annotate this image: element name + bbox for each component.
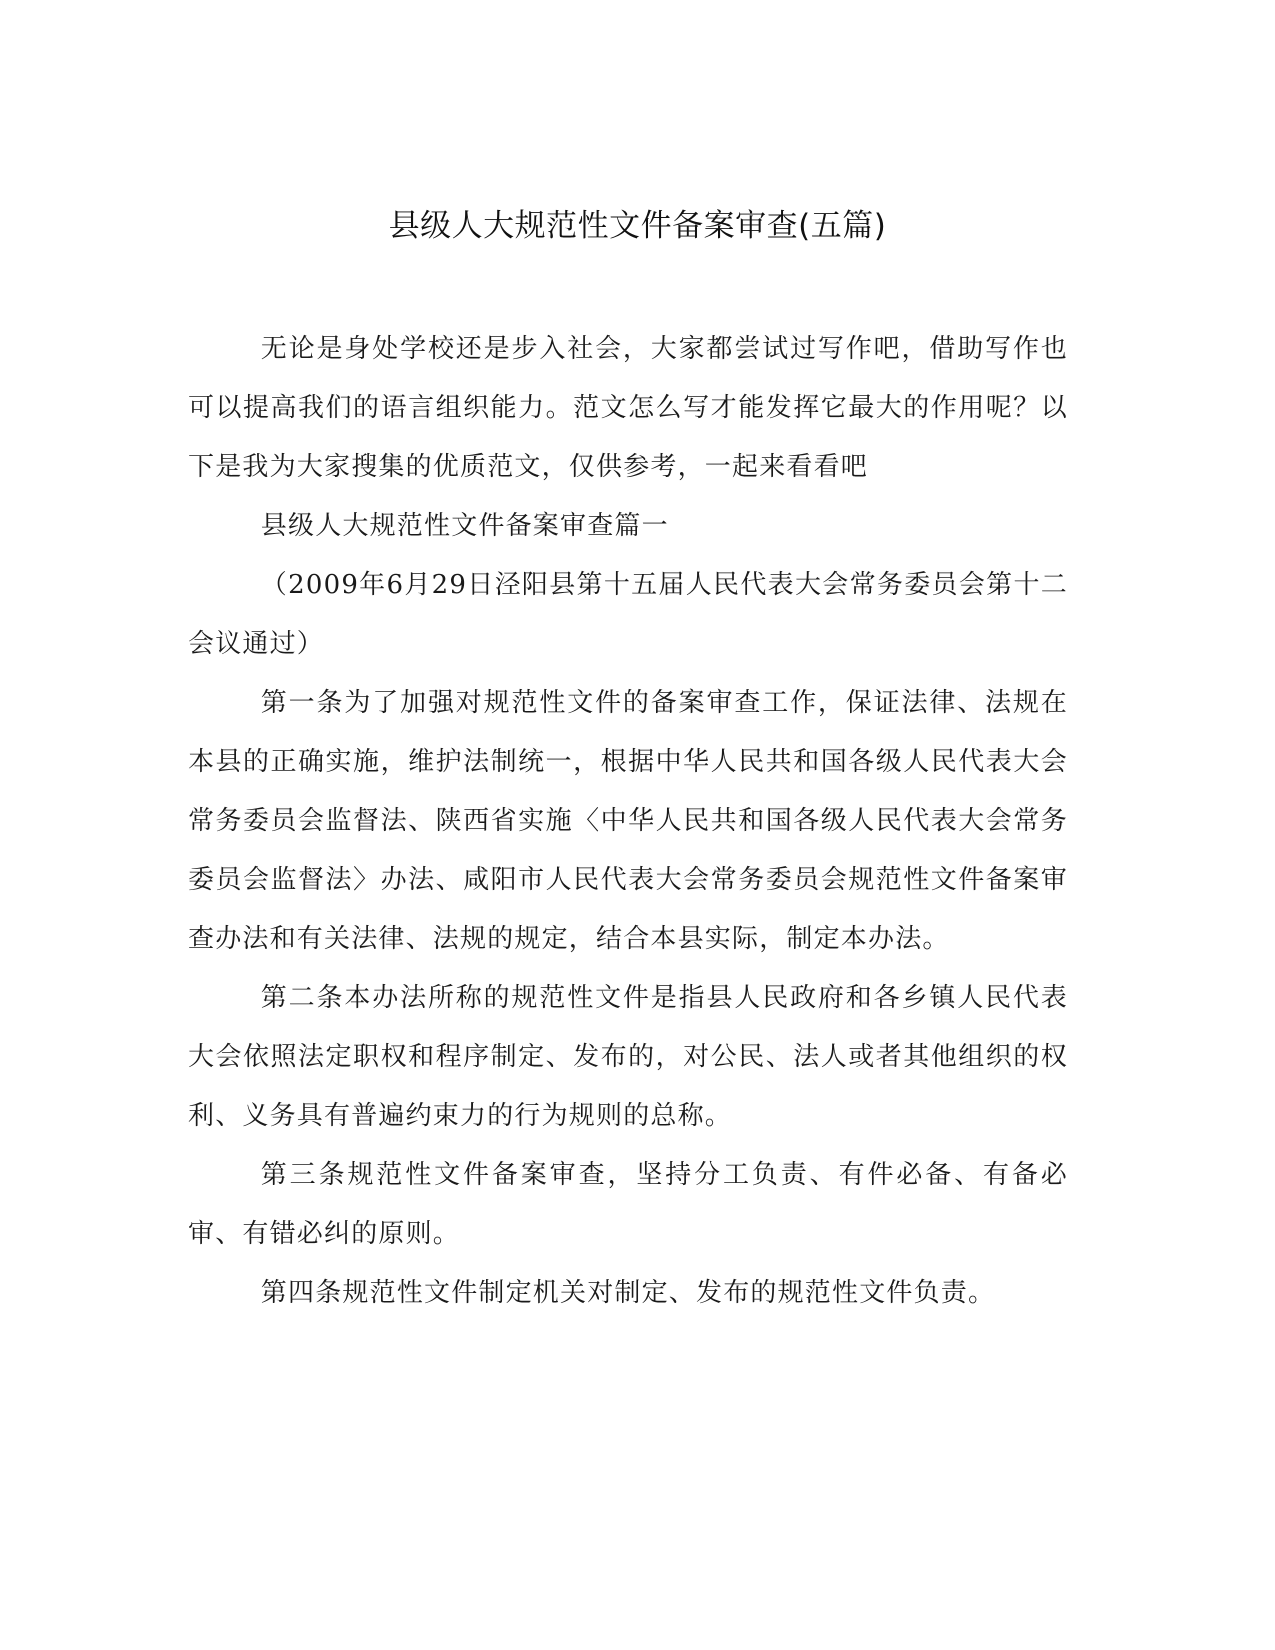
section-heading: 县级人大规范性文件备案审查篇一 bbox=[260, 511, 669, 541]
document-body bbox=[188, 320, 1068, 1323]
article-2: 第二条本办法所称的规范性文件是指县人民政府和各乡镇人民代表大会依照法定职权和程序制定、发布的，对公民、法人或者其他组织的权利、义务具有普遍约束力的行为规则的总称。 bbox=[188, 983, 1068, 1131]
adoption-note: （2009年6月29日泾阳县第十五届人民代表大会常务委员会第十二会议通过） bbox=[188, 570, 1068, 659]
article-3: 第三条规范性文件备案审查，坚持分工负责、有件必备、有备必审、有错必纠的原则。 bbox=[188, 1160, 1068, 1249]
article-4: 第四条规范性文件制定机关对制定、发布的规范性文件负责。 bbox=[260, 1278, 996, 1308]
document-title: 县级人大规范性文件备案审查(五篇) bbox=[388, 208, 887, 244]
intro-paragraph: 无论是身处学校还是步入社会，大家都尝试过写作吧，借助写作也可以提高我们的语言组织能力。范文怎么写才能发挥它最大的作用呢？以下是我为大家搜集的优质范文，仅供参考，一起来看看吧 bbox=[188, 334, 1068, 482]
article-1: 第一条为了加强对规范性文件的备案审查工作，保证法律、法规在本县的正确实施，维护法制统一，根据中华人民共和国各级人民代表大会常务委员会监督法、陕西省实施〈中华人民共和国各级人民代表大会常务委员会监督法〉办法、咸阳市人民代表大会常务委员会规范性文件备案审查办法和有关法律、法规的规定，结合本县实际，制定本办法。 bbox=[188, 688, 1068, 954]
